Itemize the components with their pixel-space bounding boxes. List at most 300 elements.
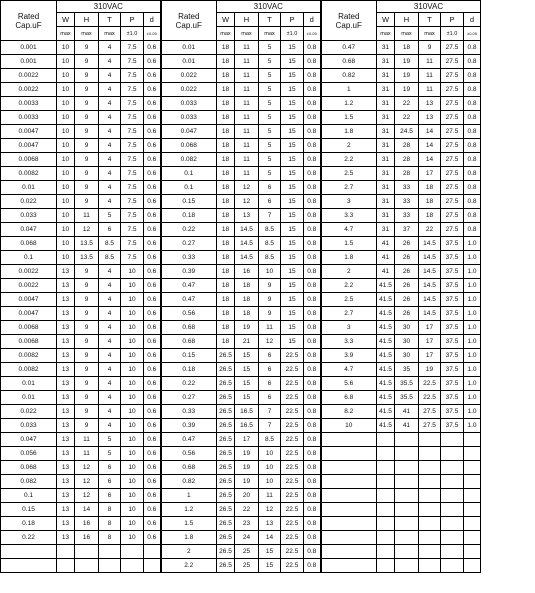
table-row	[1, 447, 481, 461]
thickness-cell: 5	[259, 167, 281, 181]
pitch-cell: 37.5	[441, 405, 464, 419]
capacitance-cell: 2.2	[321, 279, 377, 293]
height-cell: 16.5	[235, 419, 259, 433]
width-cell	[377, 559, 395, 573]
voltage-header: 310VAC	[217, 1, 321, 13]
pitch-cell: 10	[121, 363, 144, 377]
table-row	[1, 251, 481, 265]
pitch-cell: 15	[281, 97, 304, 111]
pitch-cell	[121, 545, 144, 559]
capacitance-cell: 3	[321, 195, 377, 209]
capacitance-cell: 0.0022	[1, 265, 57, 279]
pitch-cell: 10	[121, 293, 144, 307]
diameter-cell	[464, 503, 481, 517]
diameter-cell: 0.8	[464, 69, 481, 83]
thickness-cell	[419, 531, 441, 545]
width-cell: 26.5	[217, 503, 235, 517]
thickness-cell: 18	[419, 195, 441, 209]
pitch-cell: 15	[281, 335, 304, 349]
capacitance-cell	[321, 531, 377, 545]
height-cell: 12	[75, 223, 99, 237]
capacitance-cell: 0.0022	[1, 83, 57, 97]
width-cell: 26.5	[217, 363, 235, 377]
pitch-cell: 27.5	[441, 125, 464, 139]
width-cell	[377, 503, 395, 517]
rated-header-label-1: Rated Cap.uF	[15, 11, 42, 30]
height-cell: 11	[235, 167, 259, 181]
width-cell	[377, 545, 395, 559]
height-cell: 13.5	[75, 251, 99, 265]
thickness-cell: 14.5	[419, 279, 441, 293]
width-cell: 13	[57, 279, 75, 293]
rated-capacitance-header	[321, 1, 377, 41]
pitch-cell: 22.5	[281, 433, 304, 447]
capacitance-cell: 0.1	[161, 181, 217, 195]
capacitance-cell: 2	[321, 139, 377, 153]
height-cell: 14.5	[235, 237, 259, 251]
diameter-cell: 0.6	[144, 405, 161, 419]
width-cell: 10	[57, 125, 75, 139]
capacitance-cell: 0.022	[161, 69, 217, 83]
capacitance-cell: 0.033	[1, 419, 57, 433]
diameter-cell: 0.8	[304, 489, 321, 503]
pitch-cell: 22.5	[281, 391, 304, 405]
thickness-cell: 27.5	[419, 405, 441, 419]
diameter-cell: 0.8	[304, 167, 321, 181]
height-cell: 30	[395, 349, 419, 363]
thickness-cell: 5	[259, 55, 281, 69]
width-cell: 18	[217, 279, 235, 293]
table-row	[1, 475, 481, 489]
thickness-cell: 4	[99, 377, 121, 391]
thickness-cell: 8.5	[259, 433, 281, 447]
capacitance-cell	[321, 489, 377, 503]
diameter-cell: 1.0	[464, 363, 481, 377]
thickness-cell: 12	[259, 503, 281, 517]
height-cell: 18	[235, 307, 259, 321]
height-cell	[395, 545, 419, 559]
height-cell: 22	[395, 111, 419, 125]
table-row	[1, 153, 481, 167]
capacitance-cell: 0.0082	[1, 167, 57, 181]
pitch-cell: 15	[281, 321, 304, 335]
width-cell: 10	[57, 41, 75, 55]
diameter-cell: 0.8	[304, 363, 321, 377]
height-cell: 25	[235, 559, 259, 573]
width-cell: 41.5	[377, 307, 395, 321]
height-cell: 26	[395, 293, 419, 307]
width-cell: 31	[377, 209, 395, 223]
diameter-cell: 0.8	[304, 265, 321, 279]
height-cell: 15	[235, 391, 259, 405]
diameter-cell: 0.8	[304, 237, 321, 251]
pitch-cell: 10	[121, 475, 144, 489]
thickness-cell: 8.5	[259, 223, 281, 237]
width-cell: 41.5	[377, 335, 395, 349]
table-row	[1, 139, 481, 153]
thickness-cell: 14.5	[419, 265, 441, 279]
thickness-cell: 6	[259, 181, 281, 195]
width-cell: 13	[57, 363, 75, 377]
width-cell: 41.5	[377, 321, 395, 335]
width-cell: 18	[217, 251, 235, 265]
table-row	[1, 307, 481, 321]
table-row	[1, 167, 481, 181]
capacitance-cell: 0.0022	[1, 279, 57, 293]
pitch-cell: 15	[281, 223, 304, 237]
thickness-cell: 4	[99, 321, 121, 335]
voltage-header: 310VAC	[377, 1, 481, 13]
thickness-cell: 5	[259, 111, 281, 125]
height-cell: 9	[75, 307, 99, 321]
width-cell: 31	[377, 111, 395, 125]
table-row	[1, 279, 481, 293]
pitch-cell: 15	[281, 181, 304, 195]
width-cell: 10	[57, 209, 75, 223]
thickness-cell: 9	[259, 307, 281, 321]
diameter-cell	[464, 531, 481, 545]
pitch-cell: 15	[281, 41, 304, 55]
table-row	[1, 419, 481, 433]
thickness-cell: 22	[419, 223, 441, 237]
capacitance-cell	[321, 461, 377, 475]
pitch-cell: 7.5	[121, 167, 144, 181]
width-cell: 18	[217, 209, 235, 223]
width-cell: 41.5	[377, 293, 395, 307]
height-cell	[395, 461, 419, 475]
width-cell: 31	[377, 223, 395, 237]
rated-capacitance-header	[1, 1, 57, 41]
diameter-cell: 0.8	[304, 475, 321, 489]
thickness-unit: max	[419, 27, 441, 41]
capacitance-cell: 0.056	[1, 447, 57, 461]
width-cell: 10	[57, 55, 75, 69]
pitch-cell: 15	[281, 279, 304, 293]
capacitance-cell	[321, 503, 377, 517]
width-cell: 10	[57, 167, 75, 181]
height-cell	[75, 545, 99, 559]
pitch-cell: 37.5	[441, 321, 464, 335]
thickness-cell: 15	[259, 545, 281, 559]
width-unit: max	[217, 27, 235, 41]
capacitance-cell: 0.0047	[1, 125, 57, 139]
height-cell: 12	[235, 181, 259, 195]
thickness-cell: 4	[99, 69, 121, 83]
height-cell: 9	[75, 139, 99, 153]
pitch-cell: 10	[121, 349, 144, 363]
pitch-cell: 37.5	[441, 377, 464, 391]
pitch-cell	[441, 531, 464, 545]
diameter-cell: 0.8	[304, 335, 321, 349]
capacitance-cell: 2.7	[321, 181, 377, 195]
pitch-cell: 22.5	[281, 545, 304, 559]
pitch-cell: 7.5	[121, 251, 144, 265]
rated-capacitance-header	[161, 1, 217, 41]
thickness-cell	[419, 461, 441, 475]
pitch-cell	[441, 545, 464, 559]
thickness-cell	[419, 545, 441, 559]
thickness-cell: 10	[259, 461, 281, 475]
width-cell: 41	[377, 237, 395, 251]
pitch-cell: 15	[281, 209, 304, 223]
capacitance-cell: 0.47	[161, 293, 217, 307]
width-cell: 18	[217, 97, 235, 111]
pitch-cell: 27.5	[441, 55, 464, 69]
width-cell: 13	[57, 517, 75, 531]
height-cell: 16	[75, 517, 99, 531]
diameter-cell: 0.8	[464, 209, 481, 223]
capacitance-cell: 0.0068	[1, 153, 57, 167]
capacitance-cell: 0.0033	[1, 111, 57, 125]
height-cell: 22	[235, 503, 259, 517]
height-cell: 26	[395, 251, 419, 265]
height-cell: 26	[395, 307, 419, 321]
width-cell: 41.5	[377, 405, 395, 419]
pitch-cell	[441, 433, 464, 447]
thickness-cell: 6	[99, 475, 121, 489]
table-row	[1, 111, 481, 125]
thickness-cell: 8	[99, 531, 121, 545]
capacitance-cell: 0.068	[161, 139, 217, 153]
pitch-cell: 27.5	[441, 195, 464, 209]
width-cell: 10	[57, 111, 75, 125]
diameter-cell: 0.6	[144, 55, 161, 69]
diameter-cell: 0.8	[464, 83, 481, 97]
diameter-cell: 0.8	[304, 97, 321, 111]
diameter-cell	[144, 545, 161, 559]
capacitance-cell: 5.6	[321, 377, 377, 391]
thickness-cell: 5	[259, 125, 281, 139]
thickness-cell: 14	[419, 125, 441, 139]
height-cell	[75, 559, 99, 573]
diameter-cell: 0.6	[144, 97, 161, 111]
height-cell: 22	[395, 97, 419, 111]
capacitance-cell: 3	[321, 321, 377, 335]
width-cell: 13	[57, 335, 75, 349]
diameter-cell: 0.8	[304, 405, 321, 419]
height-cell	[395, 559, 419, 573]
capacitance-cell: 1.8	[321, 251, 377, 265]
table-row	[1, 293, 481, 307]
capacitance-cell: 0.047	[1, 433, 57, 447]
width-cell	[57, 545, 75, 559]
diameter-cell: 0.6	[144, 517, 161, 531]
width-cell: 26.5	[217, 419, 235, 433]
thickness-cell: 8.5	[99, 251, 121, 265]
capacitance-cell: 0.18	[1, 517, 57, 531]
width-cell: 13	[57, 377, 75, 391]
thickness-cell: 13	[419, 111, 441, 125]
width-cell: 10	[57, 251, 75, 265]
diameter-cell: 0.6	[144, 503, 161, 517]
thickness-cell: 14.5	[419, 307, 441, 321]
diameter-cell	[464, 489, 481, 503]
table-row	[1, 97, 481, 111]
capacitance-cell: 3.9	[321, 349, 377, 363]
pitch-cell: 15	[281, 251, 304, 265]
diameter-cell: 0.8	[304, 83, 321, 97]
width-cell: 26.5	[217, 405, 235, 419]
diameter-cell	[464, 475, 481, 489]
width-cell: 13	[57, 419, 75, 433]
width-cell	[377, 433, 395, 447]
height-cell: 11	[235, 97, 259, 111]
height-cell: 11	[75, 433, 99, 447]
thickness-cell: 4	[99, 419, 121, 433]
pitch-cell: 37.5	[441, 419, 464, 433]
capacitance-cell: 0.01	[1, 181, 57, 195]
width-cell: 18	[217, 125, 235, 139]
pitch-cell: 27.5	[441, 181, 464, 195]
width-cell: 13	[57, 293, 75, 307]
pitch-cell	[441, 517, 464, 531]
thickness-cell	[99, 559, 121, 573]
pitch-cell: 15	[281, 265, 304, 279]
table-row	[1, 349, 481, 363]
pitch-cell: 37.5	[441, 293, 464, 307]
thickness-cell: 5	[259, 139, 281, 153]
thickness-cell: 17	[419, 349, 441, 363]
width-cell: 18	[217, 55, 235, 69]
table-row	[1, 181, 481, 195]
height-cell: 11	[235, 55, 259, 69]
diameter-cell: 0.8	[464, 153, 481, 167]
capacitance-cell: 0.1	[1, 489, 57, 503]
diameter-cell: 0.6	[144, 433, 161, 447]
capacitance-cell: 0.18	[161, 363, 217, 377]
diameter-cell: 0.6	[144, 181, 161, 195]
thickness-unit: max	[259, 27, 281, 41]
diameter-cell: 0.8	[304, 559, 321, 573]
width-cell: 10	[57, 237, 75, 251]
diameter-tolerance: ±0.05	[144, 27, 161, 41]
height-cell: 14.5	[235, 251, 259, 265]
width-symbol: W	[217, 13, 235, 27]
width-cell	[57, 559, 75, 573]
pitch-cell: 15	[281, 293, 304, 307]
thickness-cell: 4	[99, 167, 121, 181]
width-cell: 13	[57, 433, 75, 447]
capacitance-cell: 0.022	[1, 195, 57, 209]
height-cell: 19	[395, 55, 419, 69]
diameter-cell: 0.8	[304, 517, 321, 531]
width-cell: 26.5	[217, 489, 235, 503]
pitch-cell: 10	[121, 503, 144, 517]
width-cell: 18	[217, 69, 235, 83]
height-cell: 15	[235, 349, 259, 363]
capacitance-cell: 2.5	[321, 167, 377, 181]
width-cell: 26.5	[217, 461, 235, 475]
capacitance-cell: 0.033	[161, 111, 217, 125]
height-cell: 16	[235, 265, 259, 279]
diameter-cell: 0.6	[144, 307, 161, 321]
diameter-cell	[464, 517, 481, 531]
diameter-cell: 0.6	[144, 69, 161, 83]
height-cell	[395, 503, 419, 517]
diameter-cell: 0.6	[144, 363, 161, 377]
capacitance-cell: 4.7	[321, 363, 377, 377]
width-cell: 31	[377, 41, 395, 55]
width-cell: 26.5	[217, 349, 235, 363]
diameter-cell: 0.8	[304, 195, 321, 209]
width-cell: 26.5	[217, 433, 235, 447]
thickness-cell: 14	[419, 153, 441, 167]
thickness-cell: 5	[99, 209, 121, 223]
width-cell: 26.5	[217, 531, 235, 545]
diameter-cell: 1.0	[464, 237, 481, 251]
diameter-cell: 0.8	[304, 223, 321, 237]
pitch-cell: 7.5	[121, 153, 144, 167]
capacitance-cell: 1.8	[161, 531, 217, 545]
width-cell: 26.5	[217, 517, 235, 531]
diameter-cell: 0.6	[144, 83, 161, 97]
thickness-cell: 13	[419, 97, 441, 111]
rated-header-label-3: Rated Cap.uF	[335, 11, 362, 30]
capacitance-cell: 0.39	[161, 265, 217, 279]
diameter-cell: 0.6	[144, 447, 161, 461]
capacitance-cell: 0.68	[161, 321, 217, 335]
height-cell: 12	[75, 489, 99, 503]
width-cell: 13	[57, 349, 75, 363]
capacitance-cell: 0.68	[321, 55, 377, 69]
capacitance-cell: 6.8	[321, 391, 377, 405]
height-cell: 9	[75, 391, 99, 405]
height-cell: 41	[395, 405, 419, 419]
thickness-cell: 4	[99, 307, 121, 321]
thickness-cell: 11	[419, 69, 441, 83]
capacitance-cell: 2	[161, 545, 217, 559]
pitch-cell: 22.5	[281, 349, 304, 363]
capacitance-cell: 1.2	[161, 503, 217, 517]
width-cell: 26.5	[217, 475, 235, 489]
thickness-cell: 17	[419, 335, 441, 349]
capacitance-cell: 0.56	[161, 307, 217, 321]
thickness-cell	[419, 489, 441, 503]
height-cell: 12	[75, 461, 99, 475]
diameter-cell: 0.8	[304, 55, 321, 69]
diameter-cell: 0.6	[144, 111, 161, 125]
width-cell: 31	[377, 69, 395, 83]
pitch-cell: 27.5	[441, 97, 464, 111]
width-cell: 18	[217, 265, 235, 279]
capacitance-cell: 0.82	[321, 69, 377, 83]
height-cell: 11	[235, 139, 259, 153]
capacitance-cell: 1.5	[321, 111, 377, 125]
capacitance-cell: 0.047	[1, 223, 57, 237]
height-cell: 35.5	[395, 377, 419, 391]
capacitance-cell	[321, 433, 377, 447]
pitch-cell: 7.5	[121, 83, 144, 97]
capacitance-cell: 0.1	[161, 167, 217, 181]
diameter-cell: 1.0	[464, 321, 481, 335]
capacitance-cell	[321, 559, 377, 573]
capacitance-cell: 0.47	[161, 279, 217, 293]
width-cell: 41.5	[377, 363, 395, 377]
pitch-cell: 7.5	[121, 139, 144, 153]
table-row	[1, 83, 481, 97]
width-symbol: W	[57, 13, 75, 27]
width-cell: 13	[57, 307, 75, 321]
height-cell: 13.5	[75, 237, 99, 251]
pitch-cell: 22.5	[281, 363, 304, 377]
height-cell: 13	[235, 209, 259, 223]
height-cell: 9	[75, 195, 99, 209]
capacitance-cell	[1, 545, 57, 559]
height-cell: 9	[75, 97, 99, 111]
capacitance-cell: 0.001	[1, 55, 57, 69]
capacitance-cell: 0.33	[161, 251, 217, 265]
pitch-cell: 10	[121, 405, 144, 419]
